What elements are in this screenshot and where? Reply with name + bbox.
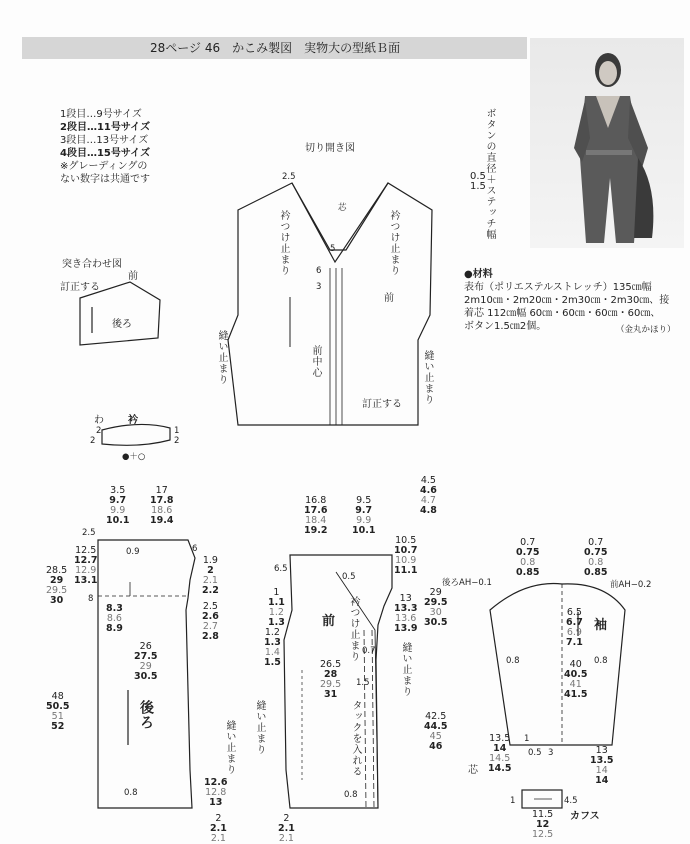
back-hem [204,778,227,808]
front-sew-stop-left: 縫い止まり [254,700,265,755]
back-bottom [210,814,227,844]
dim: 10.7 [394,545,418,556]
button-note-v1: 0.5 [470,171,486,182]
dim: 0.75 [516,547,540,558]
dim: 9.7 [109,495,127,506]
sleeve-cap [566,608,583,648]
dim: 26 [139,641,152,652]
dim: 9.7 [355,505,373,516]
dim: 27.5 [134,651,158,662]
dim: 12.5 [75,545,97,556]
dim: 0.8 [520,557,536,568]
front-v07: 0.7 [362,646,376,656]
front-view-title: 切り開き図 [305,143,355,154]
dim: 18.4 [305,515,327,526]
front-collar-right [394,536,417,576]
dim: 3.5 [110,485,126,496]
collar-small-outline [102,424,170,445]
front-hem0: 0.8 [344,790,358,800]
dim: 52 [51,721,65,732]
dim: 28 [323,669,338,680]
dim: 2.1 [278,833,294,844]
dim: 14 [595,775,609,786]
front-total [424,712,447,752]
shoulder-view-front: 前 [128,271,138,282]
dim: 17.6 [304,505,328,516]
dim: 2.5 [202,601,218,612]
collar-label: 衿 [128,415,138,426]
front-view-right-stop: 衿つけ止まり [388,210,399,276]
sleeve-length [564,660,587,700]
dim: 14.5 [488,763,512,774]
dim: 13 [595,745,608,756]
front-view-tuck: 訂正する [362,399,402,410]
front-collar-stop: 衿つけ止まり [348,596,359,662]
sleeve-right-top [584,538,607,578]
dim: 2 [207,565,214,576]
back-dart [106,604,123,634]
cuff-1: 1 [510,796,516,806]
dim: 44.5 [424,721,448,732]
dim: 12.7 [74,555,98,566]
dim: 2.1 [202,575,218,586]
back-neck [74,546,97,586]
back-total [46,692,69,732]
front-view-n3: 3 [316,282,322,292]
dim: 30 [49,595,64,606]
legend-line-4: 4段目…15号サイズ [60,148,151,159]
dim: 10.1 [106,515,130,526]
front-left-low [264,628,281,668]
dim: 30 [429,607,442,618]
back-waist [134,642,157,682]
sleeve-label: 袖 [594,618,608,633]
dim: 51 [51,711,64,722]
dim: 29.5 [46,585,68,596]
sleeve-bot-3: 3 [548,748,554,758]
cuff-w: 4.5 [564,796,578,806]
dim: 2.1 [278,823,295,834]
front-view-neck [292,183,388,250]
dim: 6.9 [566,627,582,638]
dim: 9.9 [356,515,372,526]
dim: 0.8 [588,557,604,568]
front-v15: 1.5 [356,678,370,688]
dim: 13.5 [590,755,614,766]
dim: 41 [569,679,582,690]
dim: 13 [399,593,412,604]
dim: 10.1 [352,525,376,536]
sleeve-cuff-left [488,734,511,774]
dim: 40.5 [564,669,588,680]
dim: 0.7 [588,537,604,548]
dim: 26.5 [320,659,342,670]
dim: 48 [51,691,64,702]
dim: 0.75 [584,547,608,558]
dim: 29 [429,587,442,598]
sleeve-left-top [516,538,539,578]
dim: 1.1 [268,597,285,608]
dim: 1.3 [264,637,281,648]
dim: 28.5 [46,565,68,576]
front-top-left [304,496,327,536]
dim: 6.5 [566,607,582,618]
dim: 13.1 [74,575,98,586]
sleeve-bot-1: 1 [524,734,530,744]
dim: 46 [429,741,443,752]
dim: 1.4 [264,647,280,658]
dim: 45 [429,731,442,742]
dim: 1.3 [268,617,285,628]
dim: 14 [595,765,608,776]
dim: 17 [155,485,168,496]
dim: 9.9 [110,505,126,516]
header-title: 28ページ 46 かこみ製図 実物大の型紙Ｂ面 [150,41,401,55]
sleeve-cuff-right [590,746,613,786]
front-star [420,476,437,516]
dim: 4.8 [420,505,437,516]
dim: 13.9 [394,623,418,634]
sleeve-front-ah: 前AH−0.2 [610,580,652,590]
material-credit: （金丸かほり） [616,325,676,335]
back-len-top [46,566,67,606]
collar-n2a: 2 [96,426,102,436]
front-far-right [424,588,447,628]
front-right-side [394,594,417,634]
legend-line-3: 3段目…13号サイズ [60,135,149,146]
dim: 12.6 [204,777,228,788]
dim: 14 [493,743,507,754]
dim: 29 [139,661,152,672]
dim: 13.6 [395,613,417,624]
dim: 29 [49,575,64,586]
front-view-v25: 2.5 [282,172,296,182]
sleeve-bot-05: 0.5 [528,748,542,758]
dim: 13 [209,797,223,808]
collar-n2b: 2 [90,436,96,446]
dim: 19.4 [150,515,174,526]
dim: 2 [283,813,290,824]
dim: 4.6 [420,485,437,496]
dim: 0.7 [520,537,536,548]
front-bottom [278,814,295,844]
dim: 2.8 [202,631,219,642]
material-line-4: ボタン1.5㎝2個。 [464,321,547,332]
dim: 1.2 [264,627,280,638]
dim: 14.5 [489,753,511,764]
legend-note-2: ない数字は共通です [60,174,150,185]
legend-line-2: 2段目…11号サイズ [60,122,151,133]
dim: 2.6 [202,611,219,622]
back-label: 後ろ [138,700,154,730]
dim: 4.7 [420,495,436,506]
back-v09: 0.9 [126,547,140,557]
dim: 11.5 [532,809,554,820]
dim: 8.6 [106,613,122,624]
dim: 4.5 [420,475,436,486]
front-v05: 0.5 [342,572,356,582]
dim: 12.9 [75,565,97,576]
back-v25: 2.5 [82,528,96,538]
front-sew-stop-right: 縫い止まり [400,642,411,697]
dim: 17.8 [150,495,174,506]
dim: 30.5 [134,671,158,682]
dim: 1 [273,587,280,598]
shoulder-view-tuck: 訂正する [60,282,100,293]
dim: 0.85 [584,567,608,578]
dim: 12 [535,819,550,830]
dim: 40 [569,659,582,670]
dim: 10.9 [395,555,417,566]
cuff-label: カフス [570,811,600,822]
dim: 6.7 [566,617,583,628]
dim: 2.2 [202,585,219,596]
dim: 2 [215,813,222,824]
dim: 12.5 [532,829,554,840]
front-view-placket [330,268,342,425]
back-sew-stop: 縫い止まり [224,720,235,775]
collar-w: わ [94,415,104,426]
back-top-left [106,486,129,526]
dim: 0.85 [516,567,540,578]
front-view-n6: 6 [316,266,322,276]
front-top-right [352,496,375,536]
dim: 18.6 [151,505,173,516]
dim: 8.9 [106,623,123,634]
cuff-len [532,810,553,840]
sleeve-left-08: 0.8 [506,656,520,666]
dim: 9.5 [356,495,372,506]
dim: 1.2 [268,607,284,618]
dim: 8.3 [106,603,123,614]
material-heading: ●材料 [464,269,493,280]
dim: 1.5 [264,657,281,668]
dim: 29.5 [320,679,342,690]
dim: 13.5 [489,733,511,744]
collar-n1: 1 [174,426,180,436]
dim: 50.5 [46,701,70,712]
dim: 12.8 [205,787,227,798]
dim: 7.1 [566,637,583,648]
material-line-1: 表布（ポリエステルストレッチ）135㎝幅 [464,282,652,293]
back-right-top [202,556,219,596]
dim: 42.5 [425,711,447,722]
back-dart0: 8 [88,594,94,604]
front-view-sew-left: 縫い止まり [216,330,227,385]
dim: 2.1 [210,833,226,844]
front-view-front: 前 [384,293,394,304]
dim: 10.5 [395,535,417,546]
front-tuck: タックを入れる [350,700,361,777]
front-left-side [268,588,285,628]
material-line-3: 着芯 112㎝幅 60㎝・60㎝・60㎝・60㎝、 [464,308,661,319]
front-view-sew-right: 縫い止まり [422,350,433,405]
back-arm [202,602,219,642]
dim: 11.1 [394,565,418,576]
legend-note-1: ※グレーディングの [60,161,148,172]
dim: 31 [323,689,338,700]
dim: 16.8 [305,495,327,506]
front-view-left-stop: 衿つけ止まり [278,210,289,276]
button-note: ボタンの直径＋ステッチ幅 [484,108,495,240]
dim: 1.9 [202,555,218,566]
legend-line-1: 1段目…9号サイズ [60,109,142,120]
dim: 41.5 [564,689,588,700]
front-label: 前 [322,614,336,629]
sleeve-shin: 芯 [468,765,478,776]
back-hem0: 0.8 [124,788,138,798]
shoulder-view-title: 突き合わせ図 [62,259,122,270]
sleeve-right-08: 0.8 [594,656,608,666]
material-line-2: 2m10㎝・2m20㎝・2m30㎝・2m30㎝、接 [464,295,670,306]
front-v65: 6.5 [274,564,288,574]
collar-n2c: 2 [174,436,180,446]
collar-dim: ●＋○ [122,452,146,462]
sleeve-back-ah: 後ろAH−0.1 [442,578,492,588]
dim: 2.7 [202,621,218,632]
shoulder-view-back: 後ろ [112,319,132,330]
front-view-center: 前中心 [310,345,321,378]
back-shoulder: 6 [192,544,198,554]
dim: 30.5 [424,617,448,628]
front-view-n5: 5 [330,244,336,254]
dim: 13.3 [394,603,418,614]
dim: 29.5 [424,597,448,608]
dim: 2.1 [210,823,227,834]
back-top-right [150,486,173,526]
button-note-v2: 1.5 [470,181,486,192]
front-waist [320,660,341,700]
front-view-shin: 芯 [338,203,347,213]
dim: 19.2 [304,525,328,536]
